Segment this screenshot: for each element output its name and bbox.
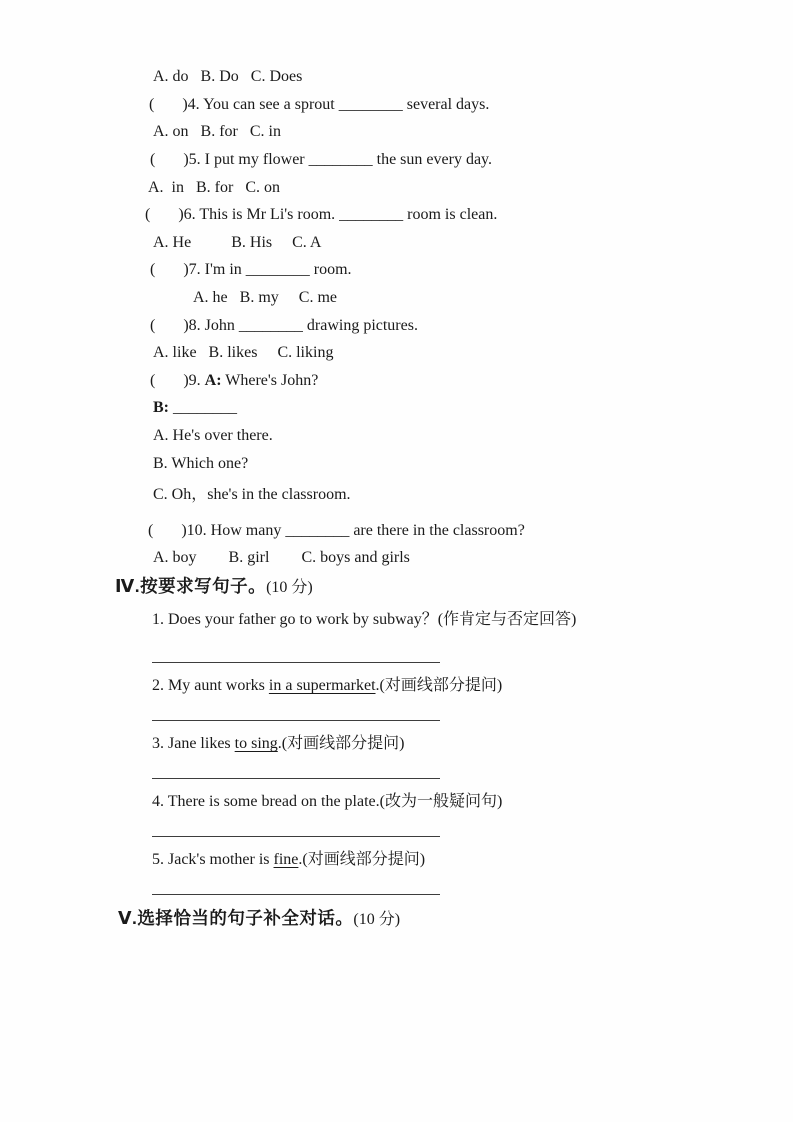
section-iv-title: Ⅳ.按要求写句子。 xyxy=(115,576,267,596)
q3-underlined-phrase: to sing xyxy=(234,735,278,752)
section-v-score: (10 分) xyxy=(353,911,401,928)
mc-q4: ( )4. You can see a sprout ________ several days. xyxy=(149,96,490,113)
rewrite-q1: 1. Does your father go to work by subway？(作肯定与否定回答) xyxy=(152,611,577,628)
q2-text: 2. My aunt works xyxy=(152,677,269,694)
mc-q8-options: A. like B. likes C. liking xyxy=(153,344,334,361)
answer-blank-line-1 xyxy=(152,646,440,663)
mc-q10: ( )10. How many ________ are there in the classroom? xyxy=(148,522,525,539)
mc-q9-answer-blank xyxy=(153,397,237,418)
q3-text: 3. Jane likes xyxy=(152,735,235,752)
section-v-heading xyxy=(118,908,400,930)
mc-q7: ( )7. I'm in ________ room. xyxy=(150,261,352,278)
rewrite-q4: 4. There is some bread on the plate.(改为一般疑问句) xyxy=(152,793,503,810)
mc-q4-options: A. on B. for C. in xyxy=(153,123,281,140)
q9-question-text: Where's John? xyxy=(221,372,319,389)
mc-q8: ( )8. John ________ drawing pictures. xyxy=(150,317,418,334)
q9-prefix: ( )9. xyxy=(150,372,205,389)
answer-blank-line-5 xyxy=(152,878,440,895)
mc-q10-options: A. boy B. girl C. boys and girls xyxy=(153,549,410,566)
rewrite-q2 xyxy=(152,675,502,696)
q3-instruction: .(对画线部分提问) xyxy=(277,735,405,752)
answer-blank-line-3 xyxy=(152,762,440,779)
q5-instruction: .(对画线部分提问) xyxy=(298,851,426,868)
q5-text: 5. Jack's mother is xyxy=(152,851,274,868)
mc-q6: ( )6. This is Mr Li's room. ________ room is clean. xyxy=(145,206,498,223)
section-iv-score: (10 分) xyxy=(266,579,313,596)
mc-q7-options: A. he B. my C. me xyxy=(193,289,337,306)
mc-q6-options: A. He B. His C. A xyxy=(153,234,322,251)
mc-q9-option-a: A. He's over there. xyxy=(153,427,273,444)
mc-q3-options: A. do B. Do C. Does xyxy=(153,68,303,85)
answer-blank-line-2 xyxy=(152,704,440,721)
q9-blank: ________ xyxy=(169,399,237,416)
section-v-title: Ⅴ.选择恰当的句子补全对话。 xyxy=(118,908,354,928)
q2-instruction: .(对画线部分提问) xyxy=(375,677,503,694)
q5-underlined-phrase: fine xyxy=(273,851,299,868)
mc-q9 xyxy=(150,370,318,391)
rewrite-q5 xyxy=(152,849,425,870)
answer-blank-line-4 xyxy=(152,820,440,837)
rewrite-q3 xyxy=(152,733,404,754)
q9-speaker-b-label: B: xyxy=(153,399,169,416)
q9-speaker-a-label: A: xyxy=(204,372,222,389)
mc-q9-option-b: B. Which one? xyxy=(153,455,249,472)
mc-q5: ( )5. I put my flower ________ the sun every day. xyxy=(150,151,492,168)
section-iv-heading xyxy=(115,576,313,598)
q2-underlined-phrase: in a supermarket xyxy=(268,677,376,694)
mc-q5-options: A. in B. for C. on xyxy=(148,179,280,196)
mc-q9-option-c: C. Oh，she's in the classroom. xyxy=(153,486,351,503)
